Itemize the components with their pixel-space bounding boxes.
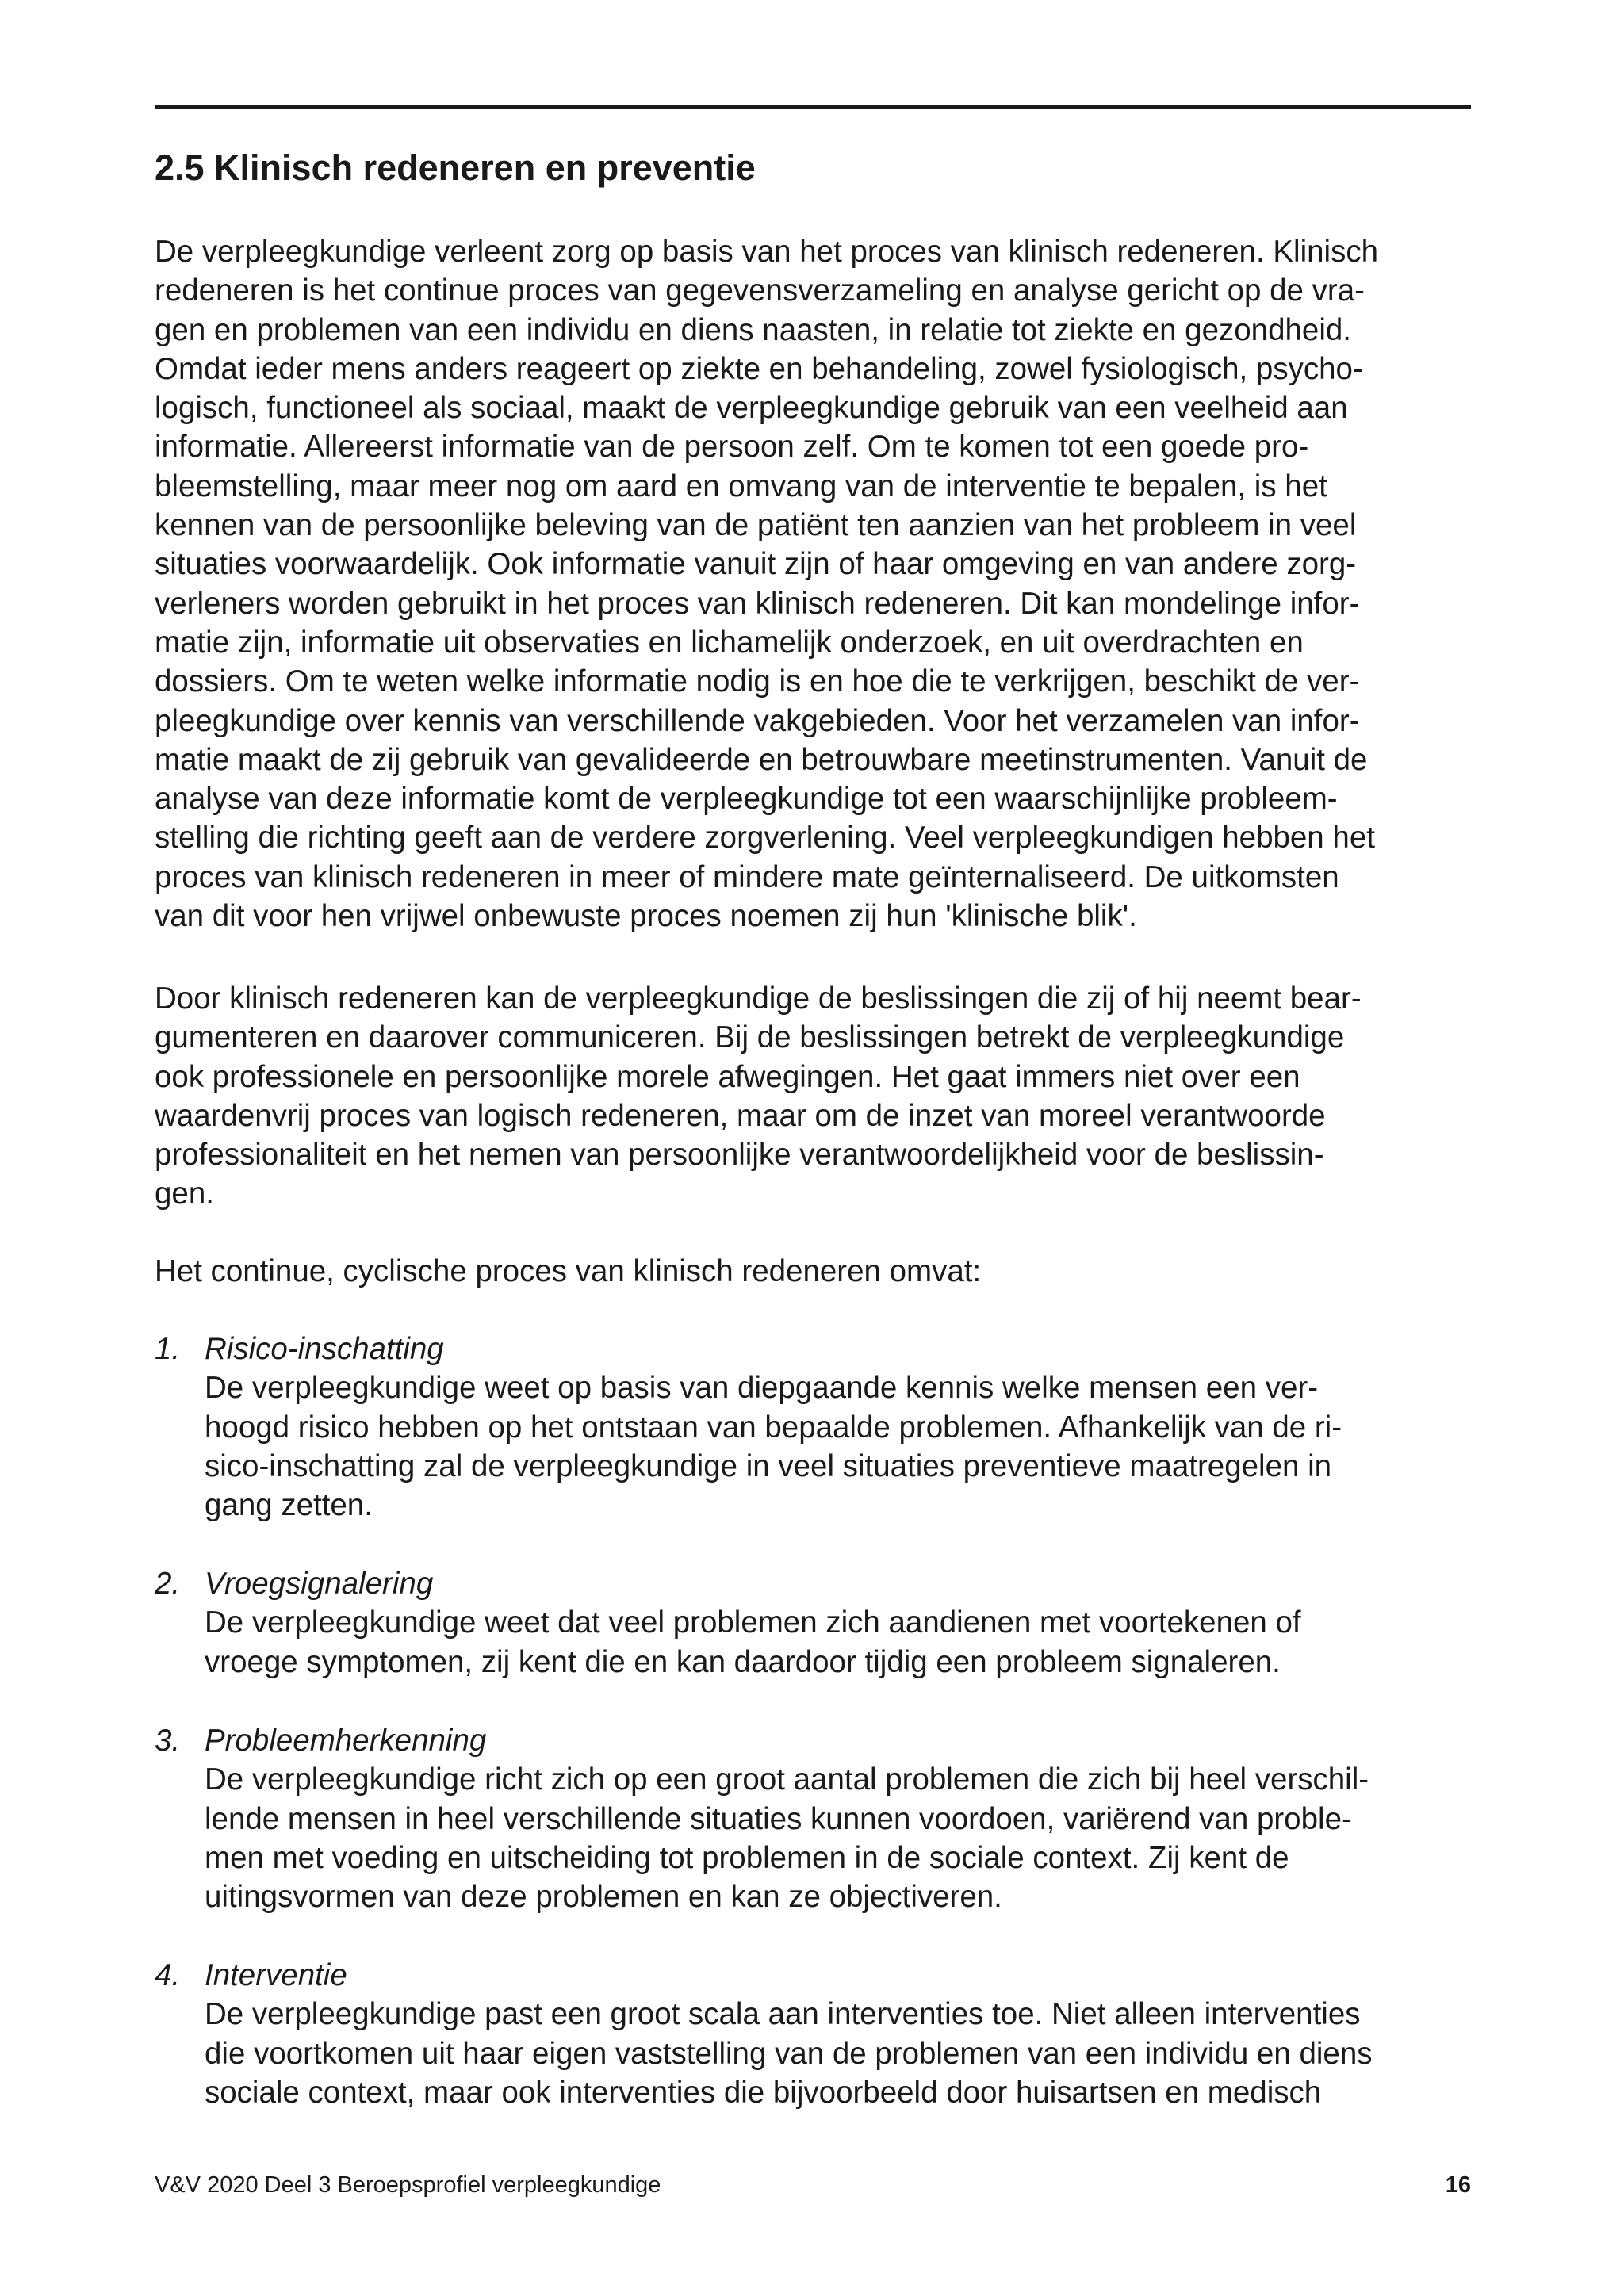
text-line: De verpleegkundige verleent zorg op basis van het proces van klinisch redeneren. Klinisch [155,235,1379,269]
text-line: analyse van deze informatie komt de verpleegkundige tot een waarschijnlijke probleem- [155,782,1338,817]
text-line: gen en problemen van een individu en diens naasten, in relatie tot ziekte en gezondheid. [155,312,1351,347]
text-line: professionaliteit en het nemen van persoonlijke verantwoordelijkheid voor de beslissin- [155,1138,1324,1173]
text-line: sociale context, maar ook interventies die bijvoorbeeld door huisartsen en medisch [205,2075,1322,2110]
text-line: van dit voor hen vrijwel onbewuste proces noemen zij hun 'klinische blik'. [155,899,1137,934]
text-line: pleegkundige over kennis van verschillende vakgebieden. Voor het verzamelen van infor- [155,703,1360,738]
text-line: gumenteren en daarover communiceren. Bij de beslissingen betrekt de verpleegkundige [155,1020,1345,1055]
text-line: logisch, functioneel als sociaal, maakt de verpleegkundige gebruik van een veelheid aan [155,391,1348,426]
text-line: ook professionele en persoonlijke morele afwegingen. Het gaat immers niet over een [155,1059,1300,1094]
text-line: verleners worden gebruikt in het proces van klinisch redeneren. Dit kan mondelinge infor- [155,586,1360,621]
list-item-title: Interventie [205,1958,347,1992]
text-line: uitingsvormen van deze problemen en kan ze objectiveren. [205,1880,1002,1915]
text-line: Door klinisch redeneren kan de verpleegkundige de beslissingen die zij of hij neemt bear- [155,982,1362,1016]
list-item-description [205,1368,1342,1525]
text-line: De verpleegkundige past een groot scala aan interventies toe. Niet alleen interventies [205,1997,1361,2032]
paragraph-clinical-reasoning [155,232,1487,936]
text-line: redeneren is het continue proces van gegevensverzameling en analyse gericht op de vra- [155,274,1365,308]
text-line: stelling die richting geeft aan de verdere zorgverlening. Veel verpleegkundigen hebben het [155,821,1375,855]
list-item-description [205,1603,1301,1682]
footer-page-number: 16 [1445,2172,1471,2198]
text-line: die voortkomen uit haar eigen vaststelling van de problemen van een individu en diens [205,2036,1373,2071]
section-heading: 2.5 Klinisch redeneren en preventie [155,147,756,188]
paragraph-list-intro [155,1252,1487,1291]
text-line: De verpleegkundige weet op basis van diepgaande kennis welke mensen een ver- [205,1371,1319,1406]
text-line: De verpleegkundige richt zich op een groot aantal problemen die zich bij heel verschil- [205,1762,1369,1797]
paragraph-decisions [155,979,1487,1214]
text-line: Het continue, cyclische proces van klinisch redeneren omvat: [155,1254,982,1288]
footer-document-title: V&V 2020 Deel 3 Beroepsprofiel verpleegkundige [155,2172,661,2198]
text-line: lende mensen in heel verschillende situaties kunnen voordoen, variërend van proble- [205,1801,1352,1836]
list-item-title: Probleemherkenning [205,1724,487,1758]
text-line: matie zijn, informatie uit observaties en lichamelijk onderzoek, en uit overdrachten en [155,625,1304,660]
list-number: 3. [155,1724,181,1758]
list-number: 4. [155,1958,181,1992]
text-line: Omdat ieder mens anders reageert op ziekte en behandeling, zowel fysiologisch, psycho- [155,351,1363,386]
text-line: proces van klinisch redeneren in meer of mindere mate geïnternaliseerd. De uitkomsten [155,859,1339,894]
text-line: waardenvrij proces van logisch redeneren, maar om de inzet van moreel verantwoorde [155,1098,1326,1133]
list-number: 2. [155,1567,181,1601]
text-line: sico-inschatting zal de verpleegkundige in veel situaties preventieve maatregelen in [205,1448,1332,1483]
text-line: gang zetten. [205,1488,373,1523]
text-line: vroege symptomen, zij kent die en kan daardoor tijdig een probleem signaleren. [205,1644,1281,1679]
list-item-description [205,1760,1369,1916]
list-item-title: Risico-inschatting [205,1332,444,1366]
text-line: hoogd risico hebben op het ontstaan van bepaalde problemen. Afhankelijk van de ri- [205,1410,1342,1445]
list-item-description [205,1995,1373,2112]
header-rule [155,105,1471,109]
text-line: De verpleegkundige weet dat veel problemen zich aandienen met voortekenen of [205,1605,1301,1640]
list-number: 1. [155,1332,181,1366]
text-line: kennen van de persoonlijke beleving van de patiënt ten aanzien van het probleem in veel [155,508,1357,543]
text-line: dossiers. Om te weten welke informatie nodig is en hoe die te verkrijgen, beschikt de ver- [155,664,1360,699]
text-line: men met voeding en uitscheiding tot problemen in de sociale context. Zij kent de [205,1840,1289,1875]
list-item-title: Vroegsignalering [205,1567,434,1601]
text-line: informatie. Allereerst informatie van de persoon zelf. Om te komen tot een goede pro- [155,430,1309,465]
text-line: bleemstelling, maar meer nog om aard en omvang van de interventie te bepalen, is het [155,469,1327,503]
text-line: matie maakt de zij gebruik van gevalideerde en betrouwbare meetinstrumenten. Vanuit de [155,742,1368,777]
text-line: situaties voorwaardelijk. Ook informatie vanuit zijn of haar omgeving en van andere zorg- [155,547,1357,582]
text-line: gen. [155,1177,214,1211]
